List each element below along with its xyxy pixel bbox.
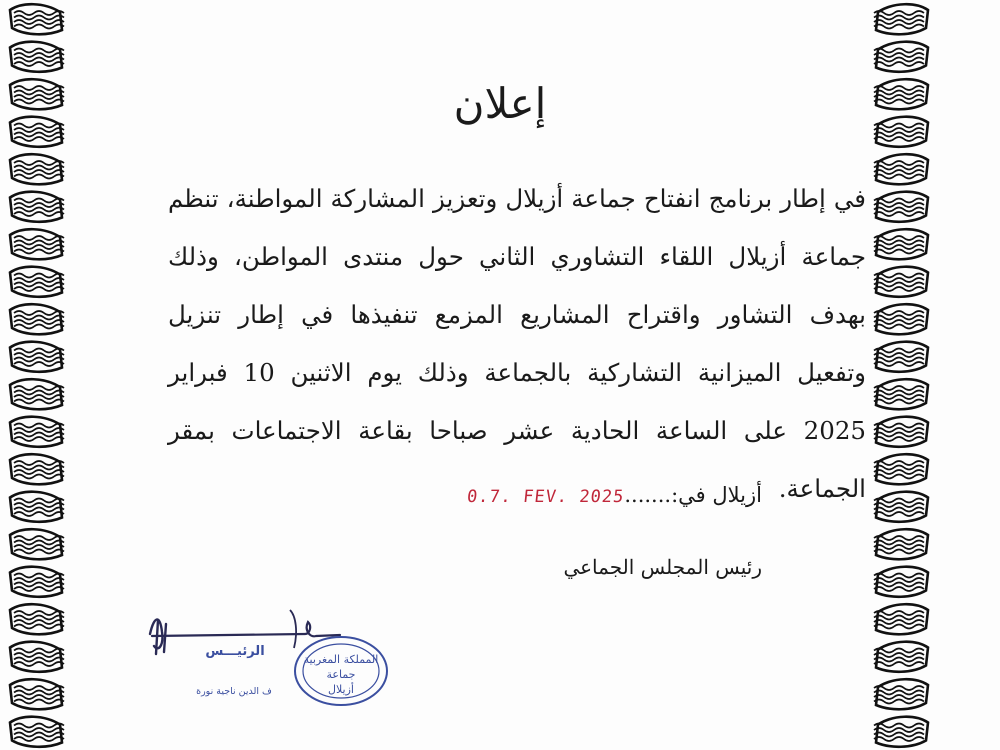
border-ornament bbox=[10, 417, 64, 447]
border-ornament bbox=[874, 79, 928, 109]
border-ornament bbox=[10, 79, 64, 109]
border-ornament bbox=[10, 529, 64, 559]
border-ornament bbox=[10, 492, 64, 522]
border-ornament bbox=[10, 304, 64, 334]
border-ornament bbox=[874, 117, 928, 147]
stamp-address: ف الدين ناجية نورة bbox=[196, 686, 272, 697]
border-ornament bbox=[874, 717, 928, 747]
border-ornament bbox=[874, 154, 928, 184]
border-ornament bbox=[874, 492, 928, 522]
date-label: أزيلال في:....... bbox=[624, 483, 762, 507]
seal-line: المملكة المغربية bbox=[303, 653, 379, 666]
page-title: إعلان bbox=[453, 79, 547, 128]
seal-line: أزيلال bbox=[328, 683, 354, 696]
border-ornament bbox=[874, 642, 928, 672]
signatory-title: رئيس المجلس الجماعي bbox=[563, 555, 762, 579]
border-ornament bbox=[874, 417, 928, 447]
date-line bbox=[467, 480, 762, 512]
border-ornament bbox=[874, 567, 928, 597]
border-ornament bbox=[874, 304, 928, 334]
border-ornament bbox=[874, 229, 928, 259]
border-ornament bbox=[874, 679, 928, 709]
border-ornament bbox=[10, 192, 64, 222]
border-ornament bbox=[874, 529, 928, 559]
border-ornament bbox=[10, 604, 64, 634]
border-ornament bbox=[10, 679, 64, 709]
border-ornament bbox=[874, 454, 928, 484]
border-ornament bbox=[10, 379, 64, 409]
seal-text bbox=[292, 652, 390, 697]
border-ornament bbox=[874, 342, 928, 372]
stamp-caption: الرئيـــس bbox=[205, 644, 265, 659]
border-ornament bbox=[10, 567, 64, 597]
border-ornament bbox=[10, 4, 64, 34]
border-ornament bbox=[10, 454, 64, 484]
border-ornament bbox=[10, 229, 64, 259]
official-seal bbox=[292, 634, 390, 708]
announcement-body: في إطار برنامج انفتاح جماعة أزيلال وتعزيز المشاركة المواطنة، تنظم جماعة أزيلال اللقاء التشاوري الثاني حول منتدى المواطن، وذلك بهدف التشاور واقتراح المشاريع المزمع تنفيذها في إطار تنزيل وتفعيل الميزانية التشاركية بالجماعة وذلك يوم الاثنين 10 فبراير 2025 على الساعة الحادية عشر صباحا بقاعة الاجتماعات بمقر الجماعة. bbox=[168, 184, 866, 503]
border-ornament bbox=[874, 42, 928, 72]
border-ornament bbox=[874, 379, 928, 409]
date-stamp: 0.7. FEV. 2025 bbox=[466, 487, 626, 507]
border-ornament bbox=[874, 4, 928, 34]
decorative-border-left bbox=[4, 0, 68, 750]
border-ornament bbox=[874, 604, 928, 634]
border-ornament bbox=[10, 642, 64, 672]
seal-line: جماعة bbox=[326, 668, 356, 681]
border-ornament bbox=[874, 192, 928, 222]
border-ornament bbox=[10, 717, 64, 747]
border-ornament bbox=[10, 342, 64, 372]
border-ornament bbox=[874, 267, 928, 297]
border-ornament bbox=[10, 42, 64, 72]
border-ornament bbox=[10, 267, 64, 297]
border-ornament bbox=[10, 117, 64, 147]
border-ornament bbox=[10, 154, 64, 184]
